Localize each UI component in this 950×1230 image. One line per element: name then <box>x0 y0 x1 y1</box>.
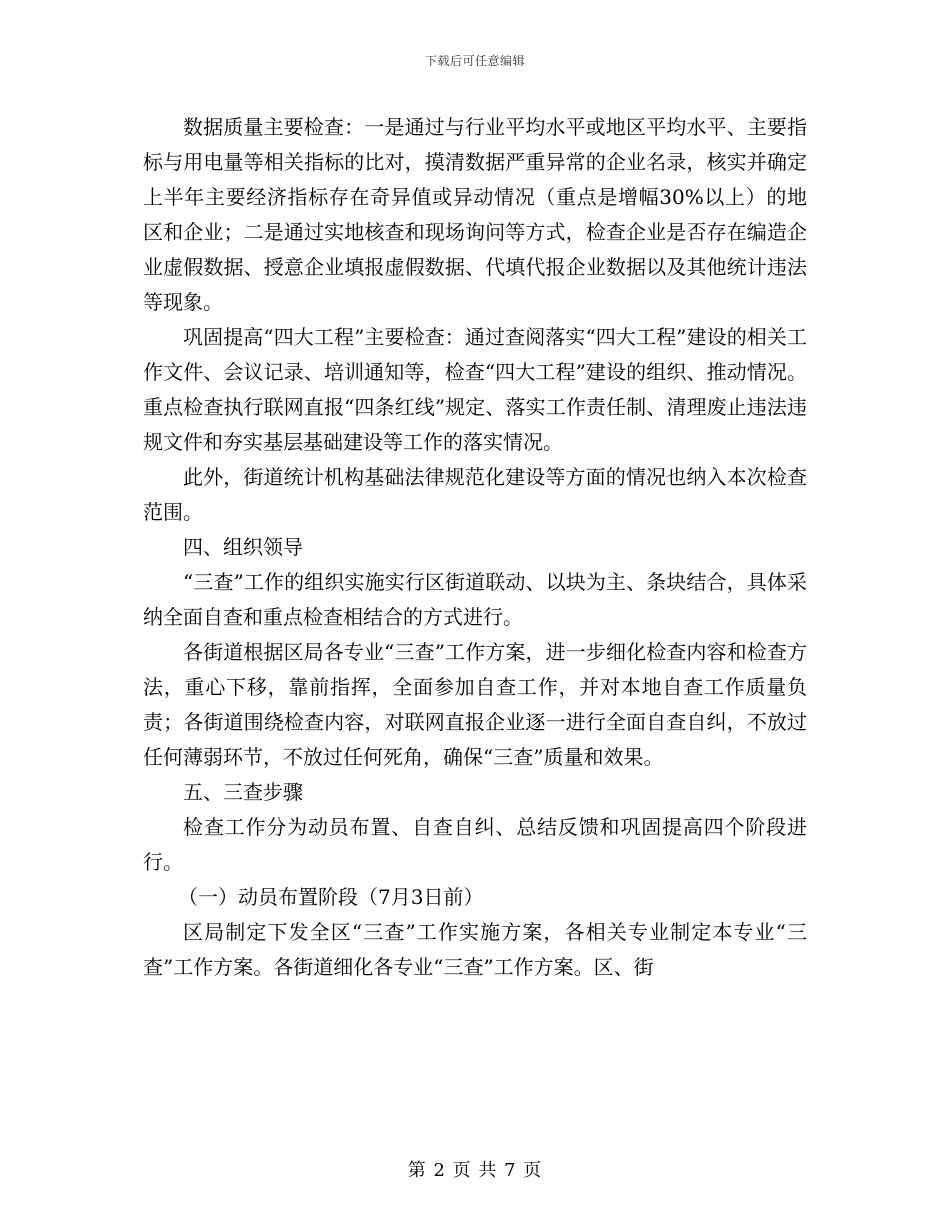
section-heading-organization: 四、组织领导 <box>183 535 303 559</box>
paragraph-organization: “三查”工作的组织实施实行区街道联动、以块为主、条块结合，具体采纳全面自查和重点检查相结合的方式进行。 <box>143 570 807 629</box>
paragraph-mobilization: 区局制定下发全区“三查”工作实施方案，各相关专业制定本专业“三查”工作方案。各街道细化各专业“三查”工作方案。区、街 <box>143 920 807 979</box>
paragraph-data-quality: 数据质量主要检查：一是通过与行业平均水平或地区平均水平、主要指标与用电量等相关指标的比对，摸清数据严重异常的企业名录，核实并确定上半年主要经济指标存在奇异值或异动情况（重点是增幅30%以上）的地区和企业；二是通过实地核查和现场询问等方式，检查企业是否存在编造企业虚假数据、授意企业填报虚假数据、代填代报企业数据以及其他统计违法等现象。 <box>143 115 807 314</box>
paragraph-four-projects: 巩固提高“四大工程”主要检查：通过查阅落实“四大工程”建设的相关工作文件、会议记录、培训通知等，检查“四大工程”建设的组织、推动情况。重点检查执行联网直报“四条红线”规定、落实工作责任制、清理废止违法违规文件和夯实基层基础建设等工作的落实情况。 <box>143 325 807 454</box>
subheading-mobilization: （一）动员布置阶段（7月3日前） <box>178 885 484 909</box>
paragraph-additionally: 此外，街道统计机构基础法律规范化建设等方面的情况也纳入本次检查范围。 <box>143 465 807 524</box>
page-number-footer: 第 2 页 共 7 页 <box>407 1160 543 1181</box>
page-header: 下载后可任意编辑 <box>424 54 525 68</box>
paragraph-stages: 检查工作分为动员布置、自查自纠、总结反馈和巩固提高四个阶段进行。 <box>143 815 807 874</box>
paragraph-streets: 各街道根据区局各专业“三查”工作方案，进一步细化检查内容和检查方法，重心下移，靠前指挥，全面参加自查工作，并对本地自查工作质量负责；各街道围绕检查内容，对联网直报企业逐一进行全面自查自纠，不放过任何薄弱环节，不放过任何死角，确保“三查”质量和效果。 <box>143 640 807 769</box>
document-body <box>143 110 807 985</box>
section-heading-steps: 五、三查步骤 <box>183 780 303 804</box>
